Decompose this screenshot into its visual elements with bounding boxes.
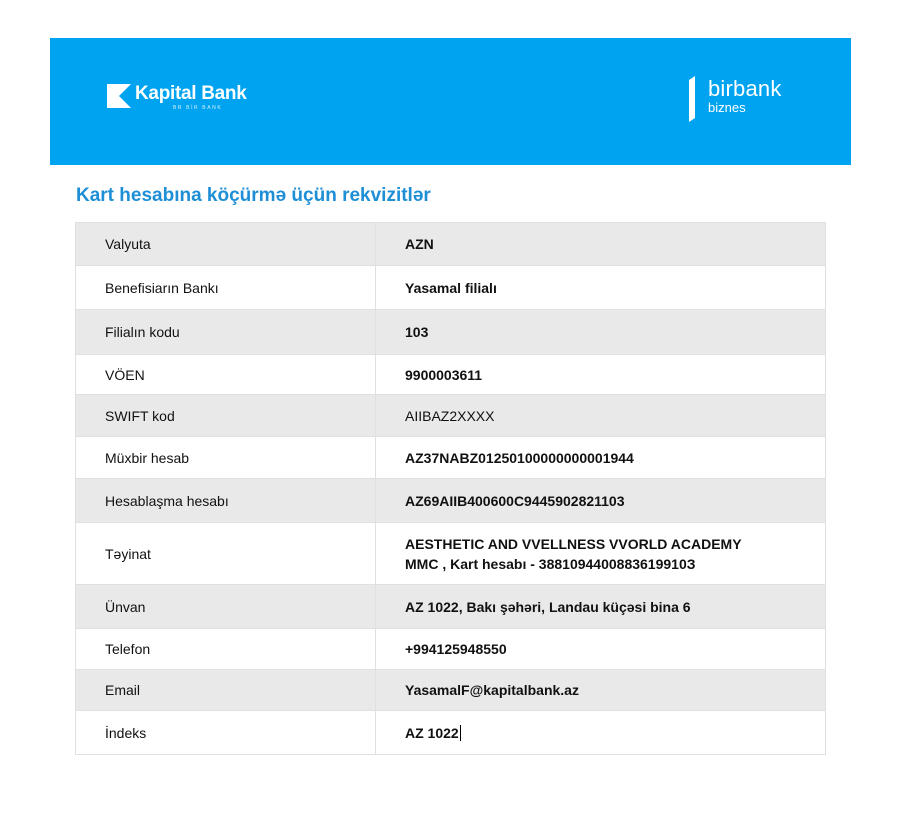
kapital-bank-logo	[107, 82, 247, 122]
table-row	[76, 670, 826, 711]
table-row	[76, 585, 826, 629]
row-value: AIIBAZ2XXXX	[376, 395, 826, 437]
table-row	[76, 395, 826, 437]
table-row	[76, 711, 826, 755]
table-row	[76, 629, 826, 670]
table-row	[76, 437, 826, 479]
birbank-logo-name: birbank	[708, 76, 782, 101]
birbank-logo-sub: biznes	[708, 100, 746, 115]
row-value: AZ69AIIB400600C9445902821103	[376, 479, 826, 523]
header-banner	[50, 38, 851, 165]
row-value-cell[interactable]	[376, 711, 826, 755]
row-label: Hesablaşma hesabı	[76, 479, 376, 523]
table-row	[76, 479, 826, 523]
row-value: 103	[376, 310, 826, 355]
requisites-table	[75, 222, 826, 755]
kapital-bank-logo-tagline: BR BİR BANK	[173, 105, 223, 111]
row-label: Email	[76, 670, 376, 711]
row-label: SWIFT kod	[76, 395, 376, 437]
birbank-logo	[686, 76, 782, 122]
row-label: İndeks	[76, 711, 376, 755]
row-label: Telefon	[76, 629, 376, 670]
row-value: AZ37NABZ01250100000000001944	[376, 437, 826, 479]
row-value: YasamalF@kapitalbank.az	[376, 670, 826, 711]
row-label: Müxbir hesab	[76, 437, 376, 479]
table-row	[76, 310, 826, 355]
row-label: VÖEN	[76, 355, 376, 395]
row-value: +994125948550	[376, 629, 826, 670]
kapital-bank-logo-icon	[107, 84, 131, 108]
row-value-line: AESTHETIC AND VVELLNESS VVORLD ACADEMY	[405, 535, 742, 552]
table-row	[76, 355, 826, 395]
row-label: Ünvan	[76, 585, 376, 629]
row-value-line: MMC , Kart hesabı - 3881094400883619910З	[405, 555, 696, 572]
page-title: Kart hesabına köçürmə üçün rekvizitlər	[76, 185, 431, 206]
table-row	[76, 523, 826, 585]
text-cursor	[460, 725, 461, 741]
row-label: Benefisiarın Bankı	[76, 266, 376, 310]
row-value: Yasamal filialı	[376, 266, 826, 310]
row-value: AZN	[376, 223, 826, 266]
kapital-bank-logo-name: Kapital Bank	[135, 83, 247, 104]
birbank-logo-icon	[686, 76, 698, 122]
table-row	[76, 223, 826, 266]
table-row	[76, 266, 826, 310]
row-value: 9900003611	[376, 355, 826, 395]
row-label: Valyuta	[76, 223, 376, 266]
row-value: AZ 1022, Bakı şəhəri, Landau küçəsi bina 6	[376, 585, 826, 629]
row-label: Təyinat	[76, 523, 376, 585]
row-label: Filialın kodu	[76, 310, 376, 355]
row-value	[376, 523, 826, 585]
row-value: AZ 1022	[405, 724, 459, 741]
